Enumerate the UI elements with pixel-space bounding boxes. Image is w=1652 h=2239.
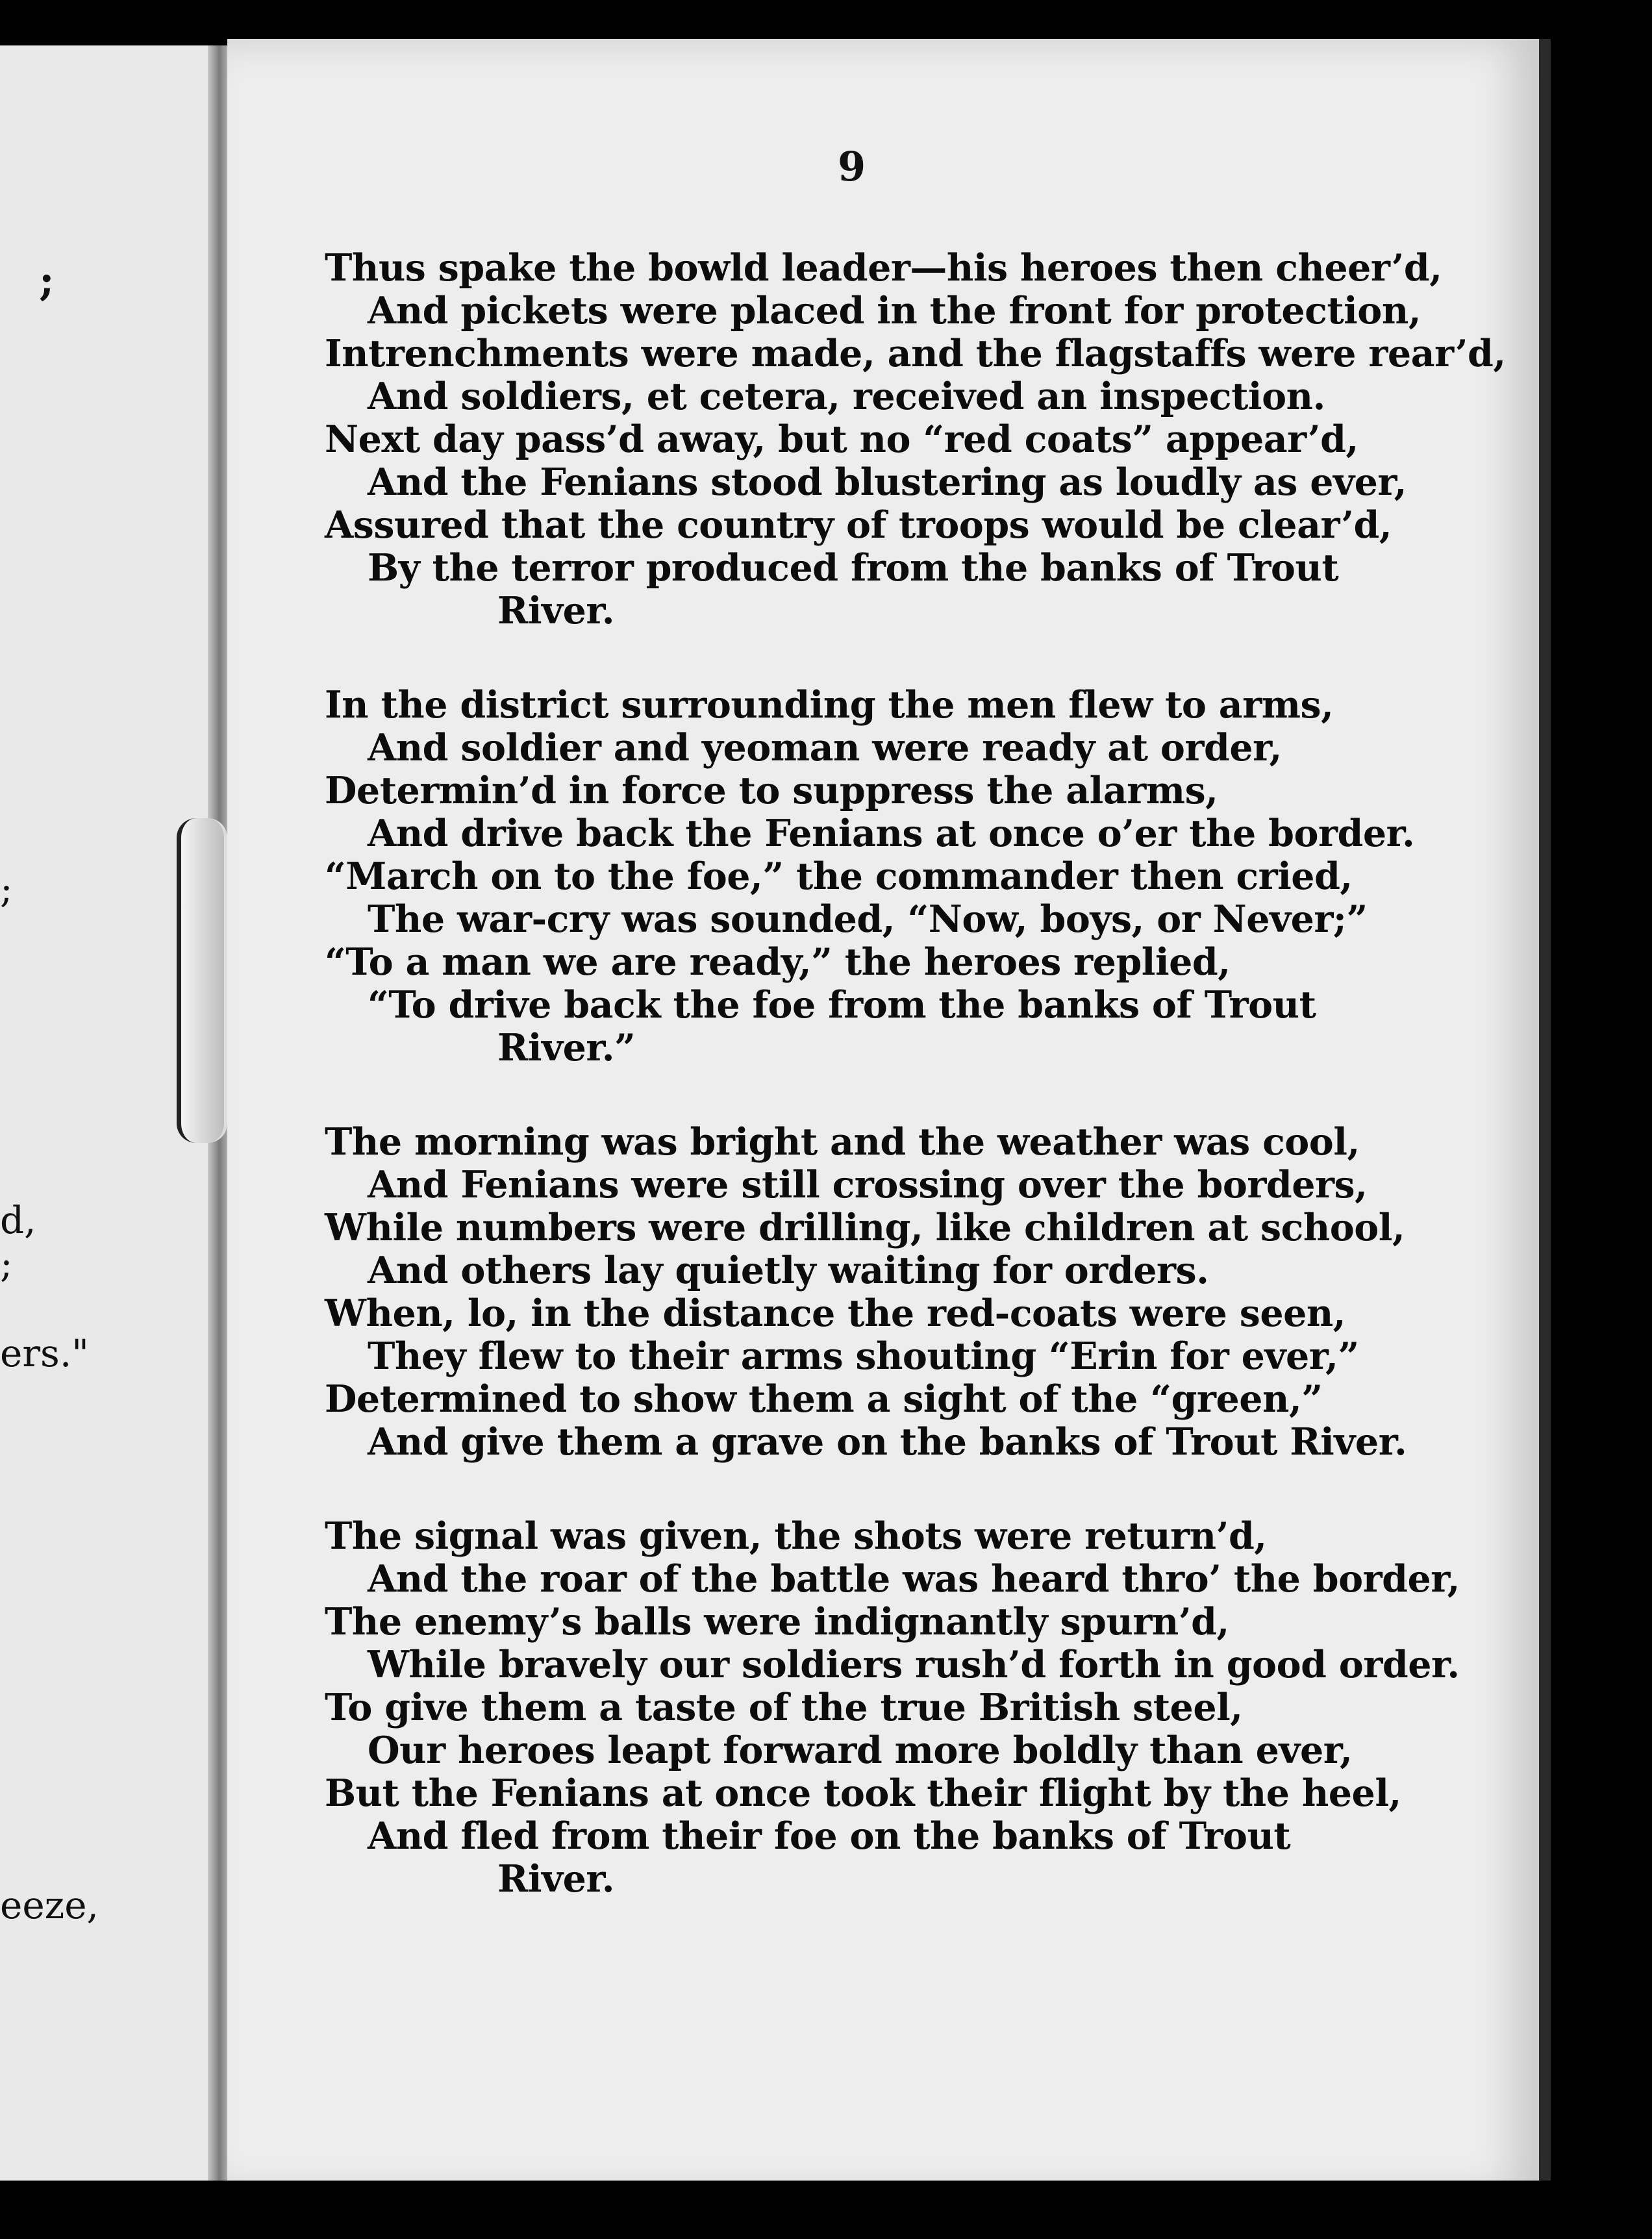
- poem-line: To give them a taste of the true British steel,: [325, 1686, 1243, 1729]
- poem-line: By the terror produced from the banks of Trout: [368, 546, 1339, 590]
- poem-line: While bravely our soldiers rush’d forth in good order.: [368, 1643, 1460, 1686]
- poem-line: Next day pass’d away, but no “red coats” appear’d,: [325, 418, 1358, 461]
- left-page-fragment: d,: [0, 1198, 36, 1242]
- poem-line: Our heroes leapt forward more boldly than ever,: [368, 1729, 1353, 1772]
- poem-line: And others lay quietly waiting for orders.: [368, 1249, 1209, 1292]
- poem-line: “March on to the foe,” the commander then cried,: [325, 855, 1353, 898]
- poem-line: Determin’d in force to suppress the alarms,: [325, 769, 1218, 812]
- poem-line: And fled from their foe on the banks of Trout: [368, 1814, 1291, 1858]
- poem-line: The enemy’s balls were indignantly spurn’d,: [325, 1600, 1229, 1644]
- poem-line: They flew to their arms shouting “Erin for ever,”: [368, 1334, 1359, 1378]
- poem-line: “To drive back the foe from the banks of Trout: [368, 983, 1316, 1027]
- poem-line: River.”: [497, 1026, 636, 1069]
- stanza: [325, 684, 1481, 1069]
- stanza: [325, 1121, 1481, 1464]
- stanza: [325, 246, 1506, 632]
- poem-body: [325, 246, 1506, 1952]
- poem-line: In the district surrounding the men flew to arms,: [325, 683, 1334, 727]
- page-number: 9: [838, 143, 866, 190]
- stanza: [325, 1515, 1481, 1901]
- poem-line: The signal was given, the shots were return’d,: [325, 1514, 1267, 1558]
- scan-border: [0, 2181, 1652, 2239]
- poem-line: And soldiers, et cetera, received an inspection.: [368, 375, 1325, 418]
- poem-line: Assured that the country of troops would be clear’d,: [325, 503, 1392, 547]
- left-page-fragment: ;: [0, 1242, 13, 1286]
- poem-line: And soldier and yeoman were ready at order,: [368, 726, 1282, 769]
- poem-line: But the Fenians at once took their flight by the heel,: [325, 1771, 1401, 1815]
- poem-line: Intrenchments were made, and the flagstaffs were rear’d,: [325, 332, 1506, 375]
- poem-line: And Fenians were still crossing over the borders,: [368, 1163, 1368, 1207]
- poem-line: While numbers were drilling, like children at school,: [325, 1206, 1405, 1249]
- poem-line: And the Fenians stood blustering as loudly as ever,: [368, 460, 1407, 504]
- poem-line: And give them a grave on the banks of Trout River.: [368, 1420, 1407, 1464]
- poem-line: River.: [497, 1857, 615, 1901]
- left-page-fragment: ;: [39, 256, 55, 305]
- left-page-fragment: ;: [0, 867, 13, 911]
- page: [227, 39, 1551, 2195]
- poem-line: When, lo, in the distance the red-coats were seen,: [325, 1292, 1346, 1335]
- left-page-fragment: eeze,: [0, 1883, 99, 1927]
- binding-thread: [177, 818, 227, 1143]
- poem-line: Determined to show them a sight of the “green,”: [325, 1377, 1323, 1421]
- poem-line: And the roar of the battle was heard thro’ the border,: [368, 1557, 1460, 1601]
- poem-line: Thus spake the bowld leader—his heroes then cheer’d,: [325, 246, 1442, 290]
- poem-line: River.: [497, 589, 615, 632]
- poem-line: And pickets were placed in the front for protection,: [368, 289, 1421, 332]
- poem-line: “To a man we are ready,” the heroes replied,: [325, 940, 1231, 984]
- poem-line: The morning was bright and the weather was cool,: [325, 1120, 1360, 1164]
- poem-line: And drive back the Fenians at once o’er the border.: [368, 812, 1415, 855]
- poem-line: The war-cry was sounded, “Now, boys, or Never;”: [368, 897, 1368, 941]
- left-page-fragment: ers.": [0, 1331, 89, 1375]
